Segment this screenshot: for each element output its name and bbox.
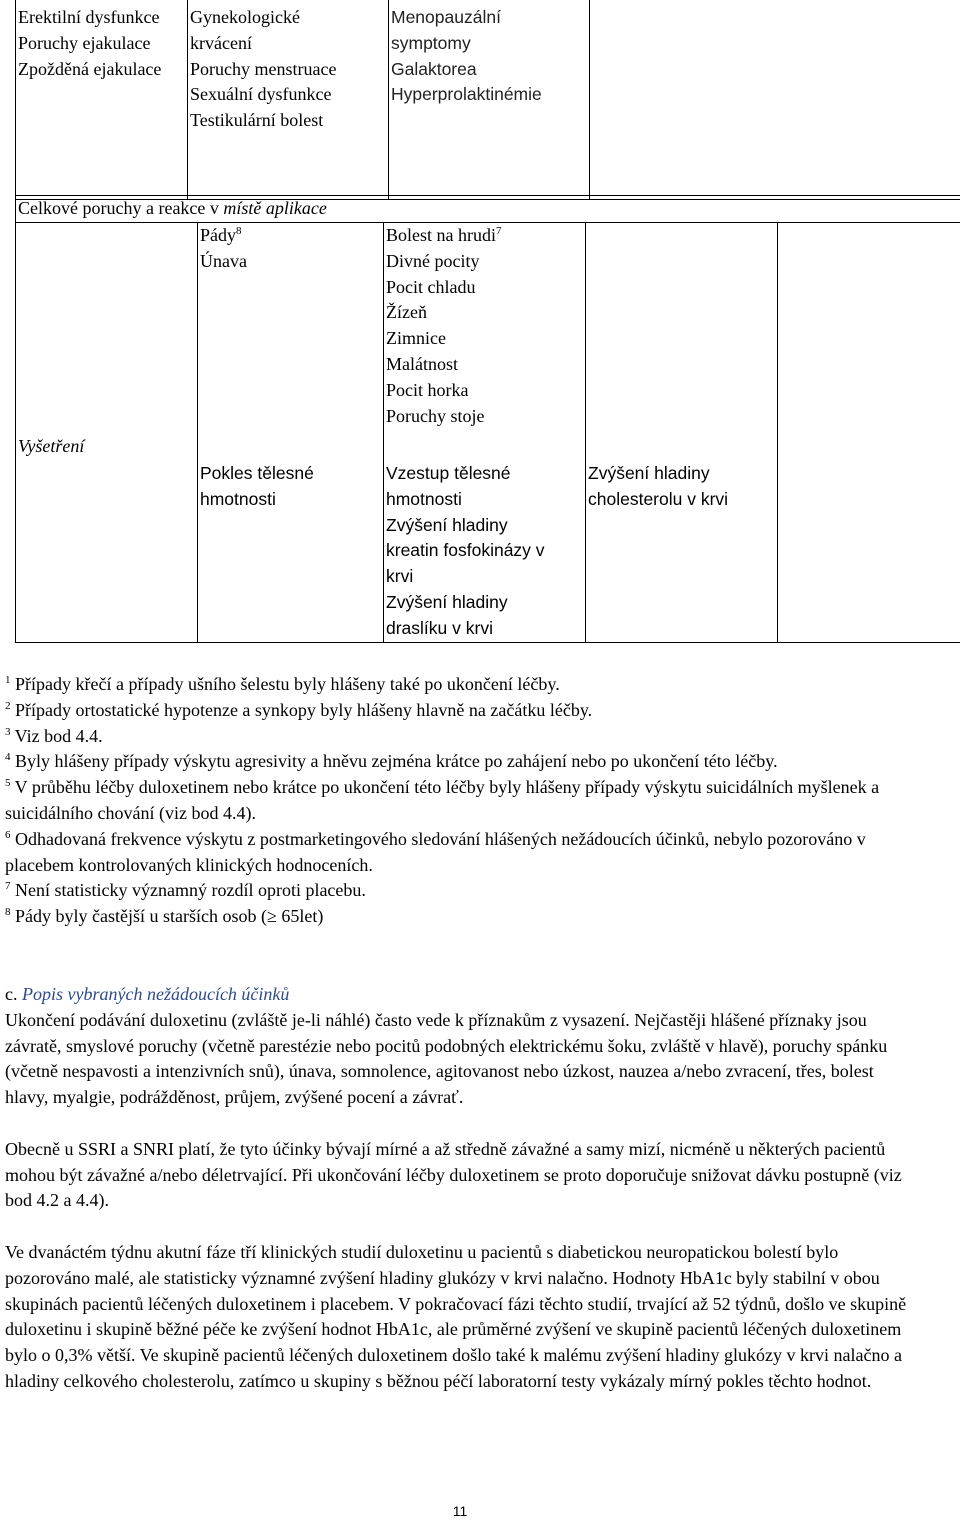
footnote-number: 4 [5, 751, 11, 764]
table-cell [16, 196, 960, 223]
table-cell [198, 223, 384, 450]
footnote-text: Viz bod 4.4. [10, 725, 103, 746]
footnote-number: 8 [5, 906, 11, 919]
footnote-number: 2 [5, 699, 11, 712]
footnote-text: Není statisticky významný rozdíl oproti placebu. [10, 880, 366, 901]
section-header [18, 198, 327, 218]
table-cell [586, 449, 778, 642]
table-cell [16, 436, 198, 642]
paragraph: Obecně u SSRI a SNRI platí, že tyto účinky bývají mírné a až středně závažné a samy mizí, nicméně u některých pacientů mohou být závažné a/nebo déletrvající. Při ukončování léčby duloxetinem se proto doporučuje snižovat dávku postupně (viz bod 4.2 a 4.4). [5, 1138, 902, 1211]
footnote [5, 724, 915, 750]
footnote-text: V průběhu léčby duloxetinem nebo krátce po ukončení této léčby byly hlášeny případy výskytu suicidálních myšlenek a suicidálního chování (viz bod 4.4). [5, 777, 880, 823]
page-number: 11 [452, 1503, 468, 1519]
term: Bolest na hrudi [386, 225, 496, 245]
header-text: Celkové poruchy a reakce v [18, 198, 224, 218]
footnote-number: 5 [5, 777, 11, 790]
section-heading [5, 982, 915, 1008]
footnote-ref: 8 [236, 225, 242, 237]
footnotes [5, 672, 915, 930]
cell-text: Pokles tělesné hmotnosti [200, 463, 314, 509]
footnote-text: Pády byly častější u starších osob (≥ 65let) [10, 906, 324, 927]
table-row-header [16, 196, 960, 223]
footnote [5, 878, 915, 904]
footnote-number: 3 [5, 725, 11, 738]
footnote [5, 698, 915, 724]
paragraph: Ukončení podávání duloxetinu (zvláště je-li náhlé) často vede k příznakům z vysazení. Nejčastěji hlášené příznaky jsou závratě, smyslové poruchy (včetně parestézie nebo pocitů podobných elektrickému šoku, zvláště v hlavě), poruchy spánku (včetně nespavosti a intenzivních snů), únava, somnolence, agitovanost nebo úzkost, nauzea a/nebo zvracení, třes, bolest hlavy, myalgie, podrážděnost, průjem, zvýšené pocení a závrať. [5, 1009, 888, 1108]
cell-text: Divné pocity Pocit chladu Žízeň Zimnice Malátnost Pocit horka Poruchy stoje [386, 250, 485, 426]
table-cell [389, 0, 590, 200]
footnote [5, 904, 915, 930]
footnote-ref: 7 [496, 225, 502, 237]
footnote [5, 827, 915, 879]
footnote [5, 775, 915, 827]
table-cell [778, 449, 960, 642]
table-row [16, 0, 960, 200]
footnote [5, 672, 915, 698]
table-cell [188, 0, 389, 200]
table-cell [384, 223, 586, 450]
table-cell [198, 449, 384, 642]
footnote-number: 1 [5, 674, 11, 686]
cell-text: Únava [200, 250, 247, 271]
footnote-text: Případy ortostatické hypotenze a synkopy byly hlášeny hlavně na začátku léčby. [10, 699, 593, 720]
table-cell [384, 449, 586, 642]
table-cell [590, 0, 960, 200]
footnote-text: Byly hlášeny případy výskytu agresivity a hněvu zejména krátce po zahájení nebo po ukončení této léčby. [10, 751, 778, 772]
cell-text: Gynekologické krvácení Poruchy menstruace Sexuální dysfunkce Testikulární bolest [190, 7, 337, 131]
footnote-number: 7 [5, 880, 11, 893]
cell-text: Erektilní dysfunkce Poruchy ejakulace Zpožděná ejakulace [18, 7, 162, 79]
row-label: Vyšetření [18, 436, 85, 456]
table-row [16, 449, 960, 642]
cell-text: Zvýšení hladiny cholesterolu v krvi [588, 463, 729, 509]
footnote [5, 749, 915, 775]
footnote-number: 6 [5, 828, 11, 841]
table-cell [16, 0, 188, 200]
adverse-effects-table-top [15, 0, 960, 200]
section-prefix: c. [5, 984, 22, 1004]
section-body [5, 982, 915, 1395]
term: Pády [200, 225, 236, 245]
cell-text [386, 223, 585, 249]
table-row [16, 223, 960, 450]
section-title: Popis vybraných nežádoucích účinků [22, 984, 290, 1004]
cell-text: Menopauzální symptomy Galaktorea Hyperprolaktinémie [391, 7, 542, 105]
header-italic-text: místě aplikace [223, 198, 327, 218]
table-cell [16, 223, 198, 450]
table-cell [778, 223, 960, 450]
paragraph: Ve dvanáctém týdnu akutní fáze tří klinických studií duloxetinu u pacientů s diabetickou neuropatickou bolestí bylo pozorováno malé, ale statisticky významné zvýšení hladiny glukózy v krvi nalačno. Hodnoty HbA1c byly stabilní v obou skupinách pacientů léčených duloxetinem i placebem. V pokračovací fázi těchto studií, trvající až 52 týdnů, došlo ve skupině duloxetinu i skupině běžné péče ke zvýšení hodnot HbA1c, ale průměrné zvýšení ve skupině pacientů léčených duloxetinem bylo o 0,3% větší. Ve skupině pacientů léčených duloxetinem došlo také k malému zvýšení hladiny glukózy v krvi nalačno a hladiny celkového cholesterolu, zatímco u skupiny s běžnou péčí laboratorní testy vykázaly mírný pokles těchto hodnot. [5, 1241, 907, 1391]
cell-text [200, 223, 383, 249]
footnote-text: Odhadovaná frekvence výskytu z postmarketingového sledování hlášených nežádoucích účinků, nebylo pozorováno v placebem kontrolovaných klinických hodnoceních. [5, 828, 866, 875]
cell-text: Vzestup tělesné hmotnosti Zvýšení hladiny kreatin fosfokinázy v krvi Zvýšení hladiny draslíku v krvi [386, 463, 545, 638]
adverse-effects-table-main [15, 195, 960, 643]
table-cell [586, 223, 778, 450]
footnote-text: Případy křečí a případy ušního šelestu byly hlášeny také po ukončení léčby. [10, 674, 560, 694]
